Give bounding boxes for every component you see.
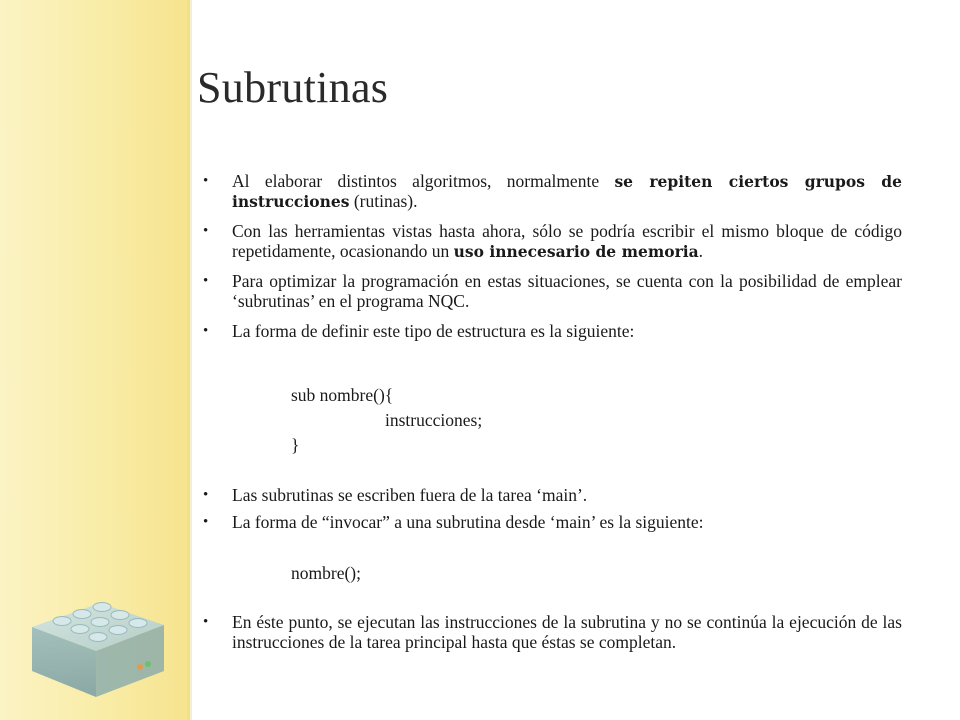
list-item: • La forma de “invocar” a una subrutina desde ‘main’ es la siguiente:: [203, 511, 704, 532]
bullet-icon: •: [203, 323, 209, 339]
bullet-list-bottom: [200, 613, 902, 663]
code-line-sub: sub nombre(){: [291, 385, 394, 405]
list-item: • Con las herramientas vistas hasta ahora, sólo se podría escribir el mismo bloque de código repetidamente, ocasionando un uso innecesario de memoria.: [203, 221, 902, 261]
bullet-icon: •: [203, 223, 209, 239]
bullet-icon: •: [203, 513, 209, 530]
lego-brick-icon: [22, 585, 172, 705]
bullet-icon: •: [203, 273, 209, 289]
list-item: • Al elaborar distintos algoritmos, normalmente se repiten ciertos grupos de instrucciones (rutinas).: [203, 171, 902, 211]
bullet-list-top: [200, 172, 902, 353]
code-line-instructions: instrucciones;: [385, 410, 483, 430]
bullet-icon: •: [203, 173, 209, 189]
bullet-icon: •: [203, 487, 209, 503]
code-line-close: }: [291, 435, 300, 455]
list-item: • Las subrutinas se escriben fuera de la tarea ‘main’.: [203, 485, 588, 505]
sidebar-edge: [186, 0, 192, 720]
bullet-list-middle: [200, 486, 902, 543]
slide-title: Subrutinas: [197, 63, 389, 112]
bullet-icon: •: [203, 614, 209, 630]
code-line-call: nombre();: [291, 563, 361, 583]
list-item: • La forma de definir este tipo de estructura es la siguiente:: [203, 321, 635, 341]
list-item: • Para optimizar la programación en estas situaciones, se cuenta con la posibilidad de emplear ‘subrutinas’ en el programa NQC.: [203, 271, 902, 311]
list-item: • En éste punto, se ejecutan las instrucciones de la subrutina y no se continúa la ejecución de las instrucciones de la tarea principal hasta que éstas se completan.: [203, 612, 902, 652]
